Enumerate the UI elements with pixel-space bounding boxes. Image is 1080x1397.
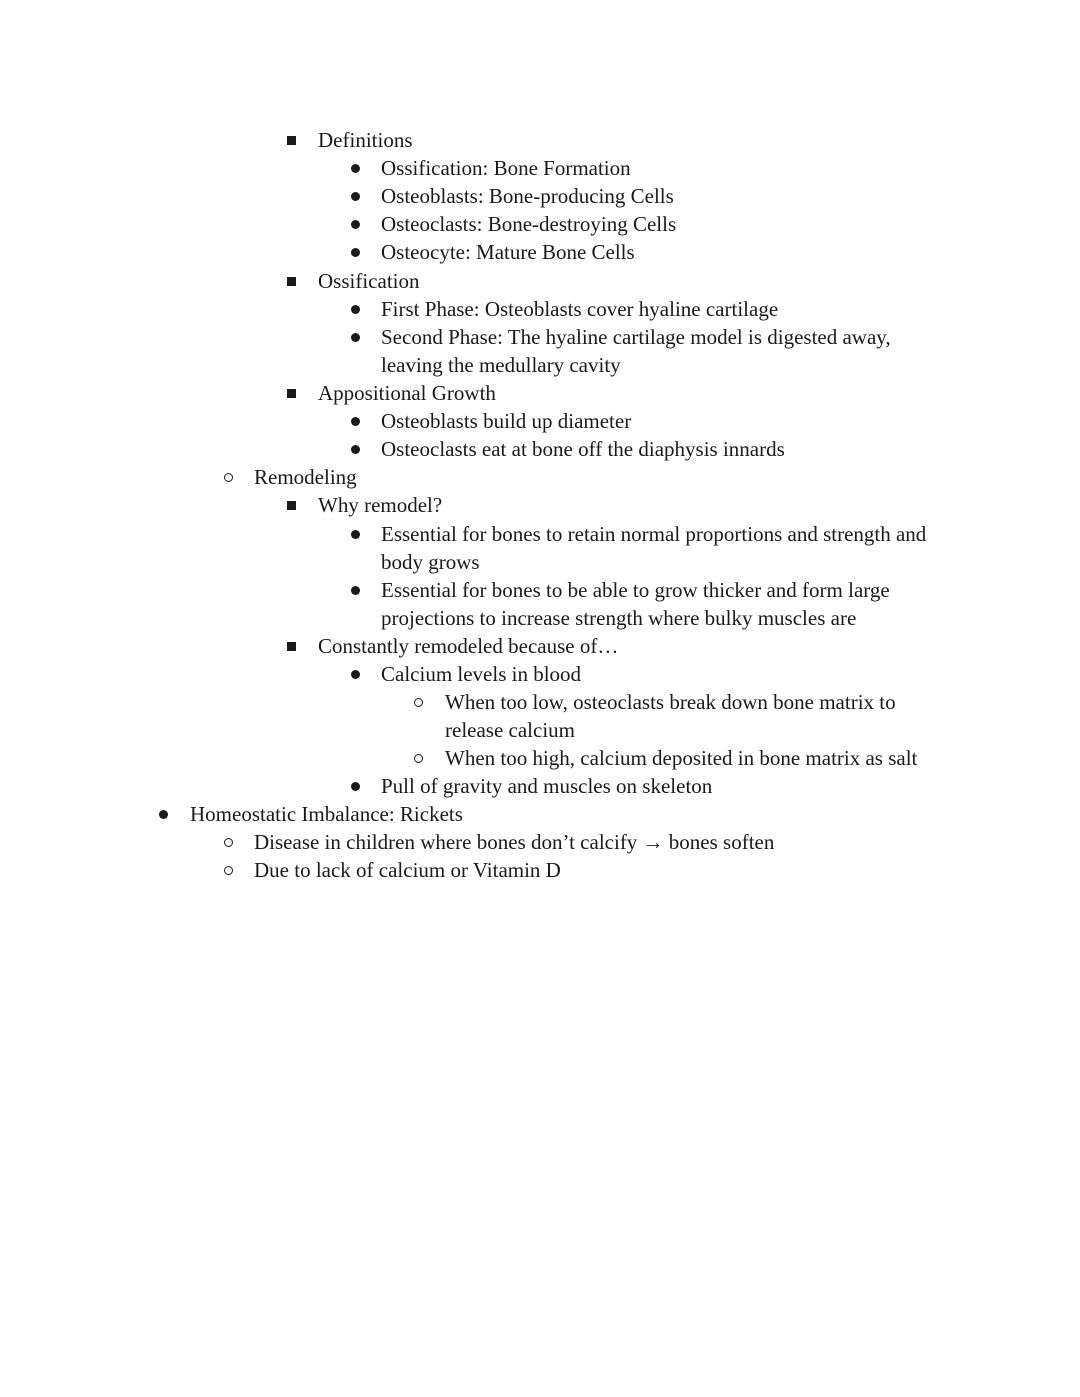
disc-bullet-icon [351, 530, 360, 539]
why-remodel-item-continuation: projections to increase strength where bulky muscles are [381, 606, 857, 630]
circle-bullet-icon [414, 754, 423, 763]
ossification-item-continuation: leaving the medullary cavity [381, 353, 621, 377]
disc-bullet-icon [351, 670, 360, 679]
disc-bullet-icon [159, 810, 168, 819]
rickets-item: Due to lack of calcium or Vitamin D [254, 858, 561, 882]
constantly-remodeled-heading: Constantly remodeled because of… [318, 634, 619, 658]
remodeling-heading: Remodeling [254, 465, 357, 489]
appositional-item: Osteoclasts eat at bone off the diaphysis innards [381, 437, 785, 461]
disc-bullet-icon [351, 164, 360, 173]
why-remodel-heading: Why remodel? [318, 493, 443, 517]
definition-item: Osteoclasts: Bone-destroying Cells [381, 212, 677, 236]
ossification-item: First Phase: Osteoblasts cover hyaline cartilage [381, 297, 779, 321]
calcium-subitem-continuation: release calcium [445, 718, 575, 742]
ossification-heading: Ossification [318, 269, 420, 293]
disc-bullet-icon [351, 782, 360, 791]
circle-bullet-icon [224, 866, 233, 875]
definition-item: Osteoblasts: Bone-producing Cells [381, 184, 674, 208]
rickets-heading: Homeostatic Imbalance: Rickets [190, 802, 463, 826]
disc-bullet-icon [351, 248, 360, 257]
square-bullet-icon [287, 642, 296, 651]
circle-bullet-icon [224, 473, 233, 482]
circle-bullet-icon [414, 698, 423, 707]
circle-bullet-icon [224, 838, 233, 847]
disc-bullet-icon [351, 333, 360, 342]
disc-bullet-icon [351, 220, 360, 229]
calcium-levels-item: Calcium levels in blood [381, 662, 582, 686]
appositional-growth-heading: Appositional Growth [318, 381, 496, 405]
calcium-subitem: When too high, calcium deposited in bone matrix as salt [445, 746, 918, 770]
calcium-subitem: When too low, osteoclasts break down bone matrix to [445, 690, 896, 714]
square-bullet-icon [287, 389, 296, 398]
square-bullet-icon [287, 277, 296, 286]
ossification-item: Second Phase: The hyaline cartilage model is digested away, [381, 325, 891, 349]
appositional-item: Osteoblasts build up diameter [381, 409, 632, 433]
why-remodel-item: Essential for bones to retain normal proportions and strength and [381, 522, 927, 546]
definition-item: Ossification: Bone Formation [381, 156, 631, 180]
disc-bullet-icon [351, 417, 360, 426]
square-bullet-icon [287, 136, 296, 145]
rickets-item: Disease in children where bones don’t calcify → bones soften [254, 830, 775, 854]
why-remodel-item: Essential for bones to be able to grow thicker and form large [381, 578, 890, 602]
disc-bullet-icon [351, 305, 360, 314]
definitions-heading: Definitions [318, 128, 413, 152]
gravity-item: Pull of gravity and muscles on skeleton [381, 774, 713, 798]
why-remodel-item-continuation: body grows [381, 550, 480, 574]
disc-bullet-icon [351, 445, 360, 454]
disc-bullet-icon [351, 586, 360, 595]
definition-item: Osteocyte: Mature Bone Cells [381, 240, 635, 264]
square-bullet-icon [287, 501, 296, 510]
disc-bullet-icon [351, 192, 360, 201]
